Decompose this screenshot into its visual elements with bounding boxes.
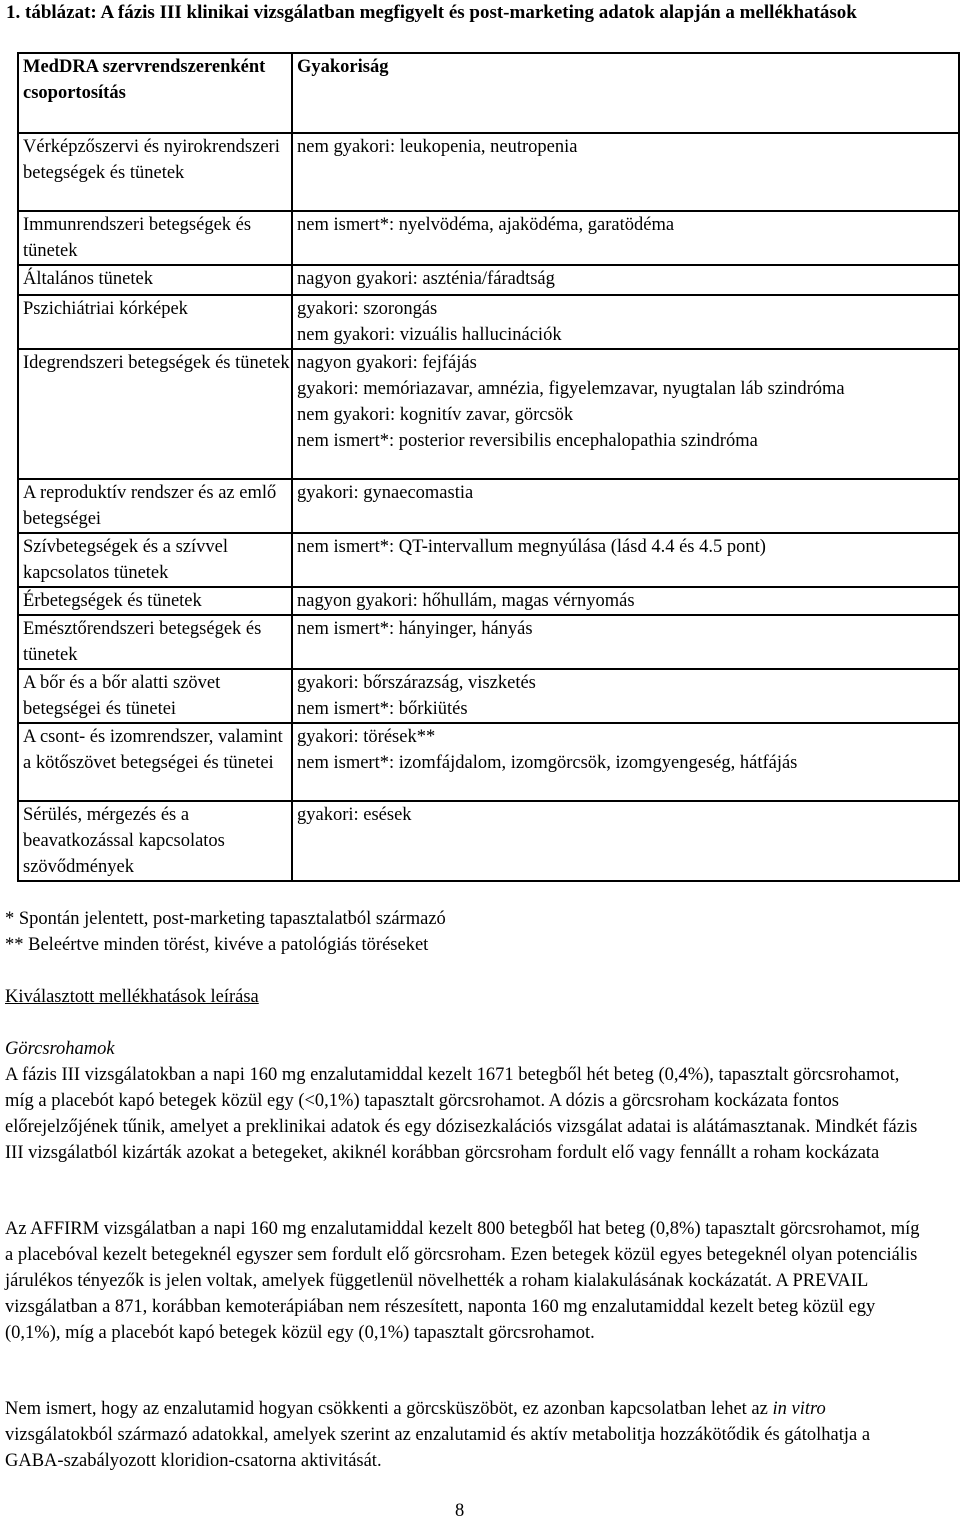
frequency-cell xyxy=(292,295,959,349)
frequency-line: nem ismert*: nyelvödéma, ajaködéma, garatödéma xyxy=(297,215,675,235)
soc-cell: Sérülés, mérgezés és a beavatkozással kapcsolatos szövődmények xyxy=(18,801,292,881)
frequency-cell xyxy=(292,479,959,533)
frequency-line: gyakori: esések xyxy=(297,805,412,825)
paragraph: A fázis III vizsgálatokban a napi 160 mg enzalutamiddal kezelt 1671 betegből hét beteg (0,4%), tapasztalt görcsrohamot, míg a placebót kapó betegek közül egy (<0,1%) tapasztalt görcsrohamot. A dózis a görcsroham kockázata fontos előrejelzőjének tűnik, amelyet a preklinikai adatok és egy dózisezkalációs vizsgálat adatai is alátámasztanak. Mindkét fázis III vizsgálatból kizárták azokat a betegeket, akiknél korábban görcsroham fordult elő vagy fennállt a roham kockázata xyxy=(5,1065,918,1163)
frequency-line: gyakori: törések** xyxy=(297,727,436,747)
frequency-cell xyxy=(292,349,959,479)
soc-cell: Szívbetegségek és a szívvel kapcsolatos tünetek xyxy=(18,533,292,587)
table-row xyxy=(18,801,959,881)
soc-cell: Pszichiátriai kórképek xyxy=(18,295,292,349)
frequency-line: nem ismert*: izomfájdalom, izomgörcsök, izomgyengeség, hátfájás xyxy=(297,753,798,773)
footnote: ** Beleértve minden törést, kivéve a patológiás töréseket xyxy=(5,935,429,955)
paragraph xyxy=(5,1396,930,1474)
header-soc: MedDRA szervrendszerenként csoportosítás xyxy=(18,53,292,133)
footnotes xyxy=(5,906,945,958)
paragraph-text: Nem ismert, hogy az enzalutamid hogyan csökkenti a görcsküszöböt, ez azonban kapcsolatban lehet az xyxy=(5,1399,773,1419)
header-frequency: Gyakoriság xyxy=(292,53,959,133)
frequency-cell xyxy=(292,723,959,801)
frequency-cell xyxy=(292,265,959,295)
frequency-line: gyakori: szorongás xyxy=(297,299,438,319)
paragraph: Az AFFIRM vizsgálatban a napi 160 mg enzalutamiddal kezelt 800 betegből hat beteg (0,8%) tapasztalt görcsrohamot, míg a placebóval kezelt betegeknél egyszer sem fordult elő görcsroham. Ezen betegek közül egyes betegeknél olyan potenciális járulékos tényezők is jelen voltak, amelyek függetlenül növelhették a roham kialakulásának kockázatát. A PREVAIL vizsgálatban a 871, korábban kemoterápiában nem részesített, naponta 160 mg enzalutamiddal kezelt beteg közül egy (0,1%), míg a placebót kapó betegek közül egy (0,1%) tapasztalt görcsrohamot. xyxy=(5,1219,920,1343)
soc-cell: A bőr és a bőr alatti szövet betegségei és tünetei xyxy=(18,669,292,723)
table-row xyxy=(18,133,959,211)
footnote: * Spontán jelentett, post-marketing tapasztalatból származó xyxy=(5,909,446,929)
table-row xyxy=(18,669,959,723)
frequency-line: nem gyakori: leukopenia, neutropenia xyxy=(297,137,578,157)
frequency-cell xyxy=(292,533,959,587)
frequency-cell xyxy=(292,801,959,881)
frequency-line: nem gyakori: vizuális hallucinációk xyxy=(297,325,562,345)
frequency-line: nem ismert*: posterior reversibilis encephalopathia szindróma xyxy=(297,431,758,451)
soc-cell: Érbetegségek és tünetek xyxy=(18,587,292,615)
table-row xyxy=(18,211,959,265)
table-row xyxy=(18,615,959,669)
table-row xyxy=(18,349,959,479)
section-title: Kiválasztott mellékhatások leírása xyxy=(5,987,259,1007)
frequency-cell xyxy=(292,587,959,615)
frequency-line: nem ismert*: bőrkiütés xyxy=(297,699,468,719)
frequency-line: nagyon gyakori: hőhullám, magas vérnyomás xyxy=(297,591,635,611)
table-row xyxy=(18,587,959,615)
frequency-line: nagyon gyakori: aszténia/fáradtság xyxy=(297,269,555,289)
soc-cell: Vérképzőszervi és nyirokrendszeri betegségek és tünetek xyxy=(18,133,292,211)
soc-cell: Immunrendszeri betegségek és tünetek xyxy=(18,211,292,265)
paragraph-text: vizsgálatokból származó adatokkal, amelyek szerint az enzalutamid és aktív metabolitja hozzákötődik és gátolhatja a GABA-szabályozott kloridion-csatorna aktivitását. xyxy=(5,1425,871,1471)
frequency-line: gyakori: gynaecomastia xyxy=(297,483,474,503)
frequency-cell xyxy=(292,133,959,211)
soc-cell: A csont- és izomrendszer, valamint a kötőszövet betegségei és tünetei xyxy=(18,723,292,801)
table-row xyxy=(18,533,959,587)
frequency-line: nem ismert*: QT-intervallum megnyúlása (lásd 4.4 és 4.5 pont) xyxy=(297,537,766,557)
soc-cell: Általános tünetek xyxy=(18,265,292,295)
soc-cell: A reproduktív rendszer és az emlő betegségei xyxy=(18,479,292,533)
table-row xyxy=(18,295,959,349)
page-number: 8 xyxy=(455,1501,465,1521)
frequency-line: nem ismert*: hányinger, hányás xyxy=(297,619,533,639)
soc-cell: Idegrendszeri betegségek és tünetek xyxy=(18,349,292,479)
table-row xyxy=(18,479,959,533)
table-row xyxy=(18,723,959,801)
frequency-cell xyxy=(292,669,959,723)
frequency-cell xyxy=(292,211,959,265)
soc-cell: Emésztőrendszeri betegségek és tünetek xyxy=(18,615,292,669)
adverse-reactions-table xyxy=(17,52,960,882)
table-caption: 1. táblázat: A fázis III klinikai vizsgálatban megfigyelt és post-marketing adatok alapján a mellékhatások xyxy=(6,2,857,23)
subheading: Görcsrohamok xyxy=(5,1039,115,1059)
frequency-line: nem gyakori: kognitív zavar, görcsök xyxy=(297,405,574,425)
frequency-cell xyxy=(292,615,959,669)
table-header-row xyxy=(18,53,959,133)
table-row xyxy=(18,265,959,295)
paragraph-italic-text: in vitro xyxy=(772,1399,826,1419)
frequency-line: nagyon gyakori: fejfájás xyxy=(297,353,477,373)
frequency-line: gyakori: memóriazavar, amnézia, figyelemzavar, nyugtalan láb szindróma xyxy=(297,379,845,399)
frequency-line: gyakori: bőrszárazság, viszketés xyxy=(297,673,536,693)
